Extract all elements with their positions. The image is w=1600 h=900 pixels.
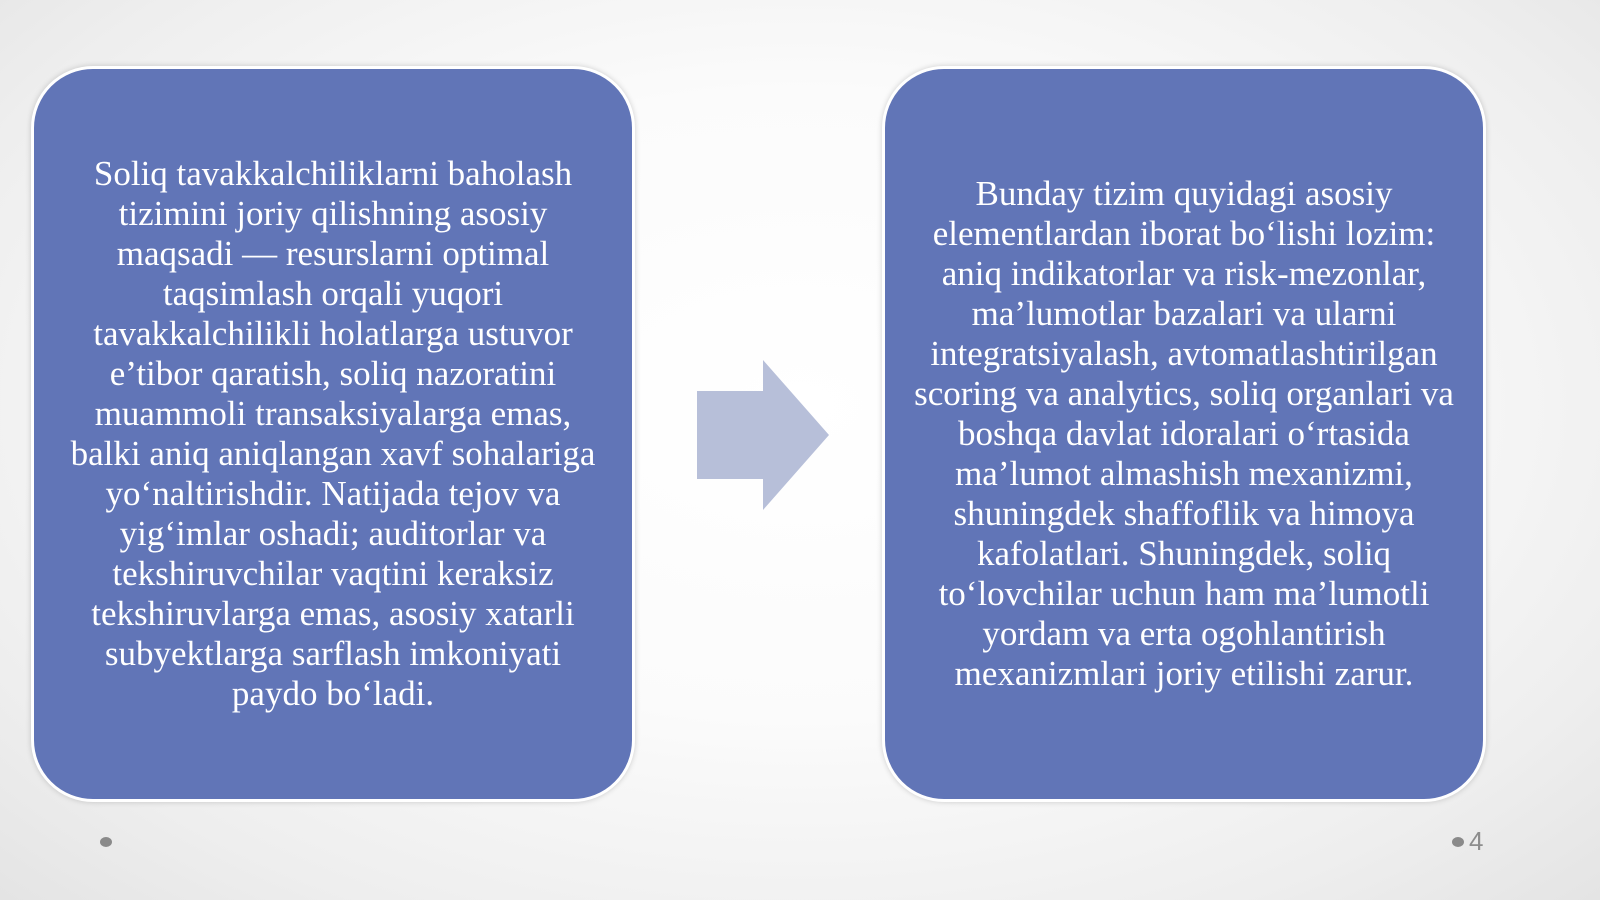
left-box-text: Soliq tavakkalchiliklarni baholash tizimini joriy qilishning asosiy maqsadi — resurslarni optimal taqsimlash orqali yuqori tavakkalchilikli holatlarga ustuvor e’tibor qaratish, soliq nazoratini muammoli transaksiyalarga emas, balki aniq aniqlangan xavf sohalariga yo‘naltirishdir. Natijada tejov va yig‘imlar oshadi; auditorlar va tekshiruvchilar vaqtini keraksiz tekshiruvlarga emas, asosiy xatarli subyektlarga sarflash imkoniyati paydo bo‘ladi. bbox=[70, 154, 596, 713]
slide-number: 4 bbox=[1469, 826, 1484, 856]
right-box-text: Bunday tizim quyidagi asosiy elementlardan iborat bo‘lishi lozim: aniq indikatorlar va risk-mezonlar, ma’lumotlar bazalari va ularni integratsiyalash, avtomatlashtirilgan scoring va analytics, soliq organlari va boshqa davlat idoralari o‘rtasida ma’lumot almashish mexanizmi, shuningdek shaffoflik va himoya kafolatlari. Shuningdek, soliq to‘lovchilar uchun ham ma’lumotli yordam va erta ogohlantirish mexanizmlari joriy etilishi zarur. bbox=[914, 174, 1454, 693]
bullet-dot-icon bbox=[1452, 837, 1464, 847]
bullet-dot-icon bbox=[100, 837, 112, 847]
right-text-box bbox=[882, 66, 1486, 802]
left-text-box bbox=[31, 66, 635, 802]
right-arrow-icon bbox=[697, 360, 829, 510]
